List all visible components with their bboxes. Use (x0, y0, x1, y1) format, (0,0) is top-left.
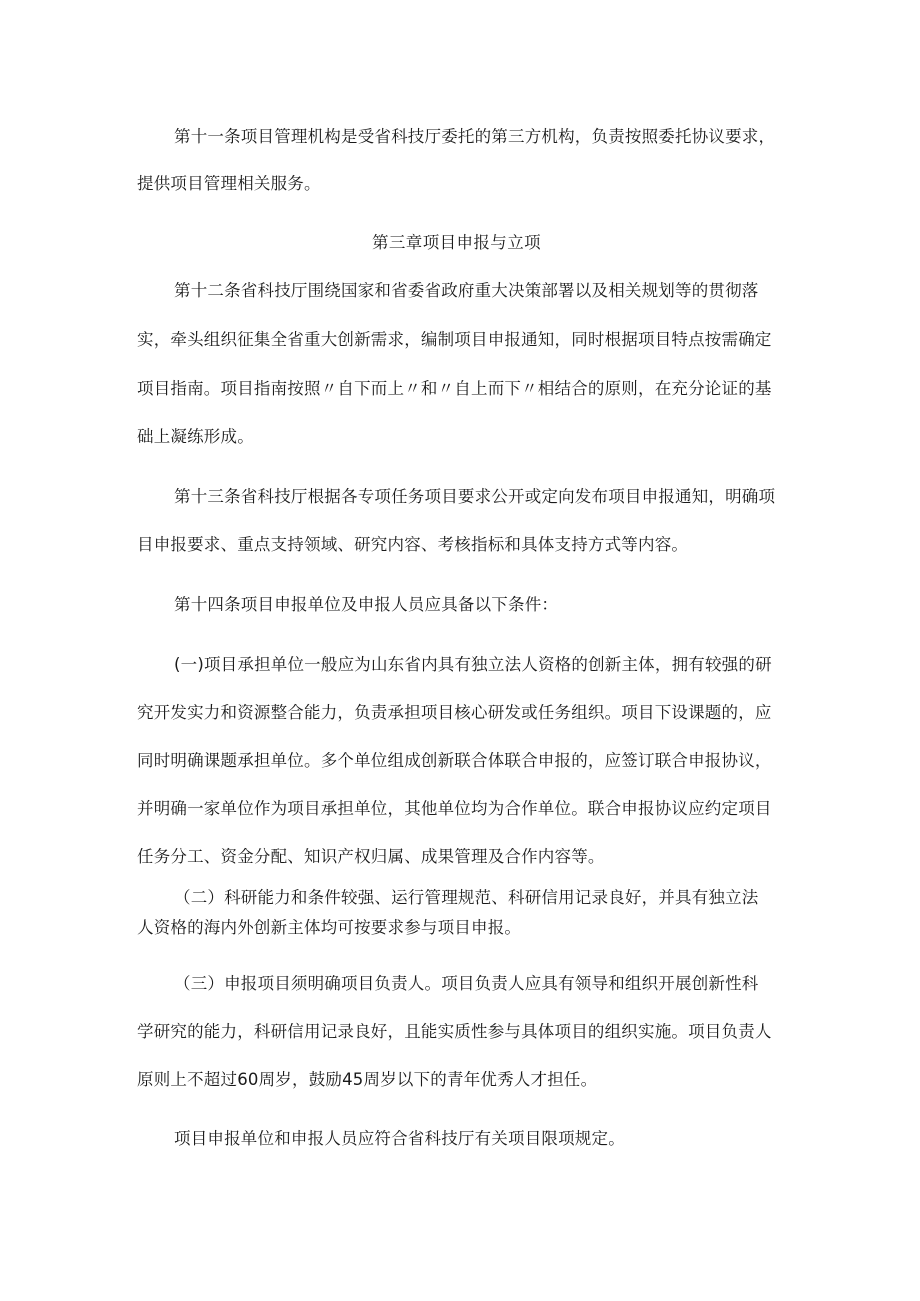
article-14-item-1-line-5: 任务分工、资金分配、知识产权归属、成果管理及合作内容等。 (137, 847, 605, 866)
article-14-intro: 第十四条项目申报单位及申报人员应具备以下条件： (174, 595, 559, 614)
article-14-item-3-line-2: 学研究的能力，科研信用记录良好，且能实质性参与具体项目的组织实施。项目负责人 (137, 1022, 772, 1041)
article-14-item-2-line-2: 人资格的海内外创新主体均可按要求参与项目申报。 (137, 918, 522, 937)
article-11-line-1: 第十一条项目管理机构是受省科技厅委托的第三方机构，负责按照委托协议要求， (174, 127, 776, 146)
article-12-line-2: 实，牵头组织征集全省重大创新需求，编制项目申报通知，同时根据项目特点按需确定 (137, 330, 772, 349)
article-11-line-2: 提供项目管理相关服务。 (137, 174, 321, 193)
article-14-item-2-line-1: （二）科研能力和条件较强、运行管理规范、科研信用记录良好，并具有独立法 (174, 888, 759, 907)
article-12-line-3: 项目指南。项目指南按照〃自下而上〃和〃自上而下〃相结合的原则，在充分论证的基 (137, 379, 772, 398)
article-14-item-3-line-3: 原则上不超过60周岁，鼓励45周岁以下的青年优秀人才担任。 (137, 1070, 598, 1089)
article-13-line-1: 第十三条省科技厅根据各专项任务项目要求公开或定向发布项目申报通知，明确项 (174, 487, 776, 506)
article-14-closing: 项目申报单位和申报人员应符合省科技厅有关项目限项规定。 (174, 1129, 625, 1148)
article-12-line-4: 础上凝练形成。 (137, 427, 254, 446)
article-12-line-1: 第十二条省科技厅围绕国家和省委省政府重大决策部署以及相关规划等的贯彻落 (174, 281, 759, 300)
article-13-line-2: 目申报要求、重点支持领域、研究内容、考核指标和具体支持方式等内容。 (137, 535, 689, 554)
chapter-3-title: 第三章项目申报与立项 (372, 233, 541, 252)
article-14-item-1-line-1: (一)项目承担单位一般应为山东省内具有独立法人资格的创新主体，拥有较强的研 (174, 655, 772, 674)
article-14-item-1-line-4: 并明确一家单位作为项目承担单位，其他单位均为合作单位。联合申报协议应约定项目 (137, 799, 772, 818)
article-14-item-1-line-2: 究开发实力和资源整合能力，负责承担项目核心研发或任务组织。项目下设课题的，应 (137, 703, 772, 722)
article-14-item-1-line-3: 同时明确课题承担单位。多个单位组成创新联合体联合申报的，应签订联合申报协议， (137, 751, 772, 770)
article-14-item-3-line-1: （三）申报项目须明确项目负责人。项目负责人应具有领导和组织开展创新性科 (174, 974, 759, 993)
